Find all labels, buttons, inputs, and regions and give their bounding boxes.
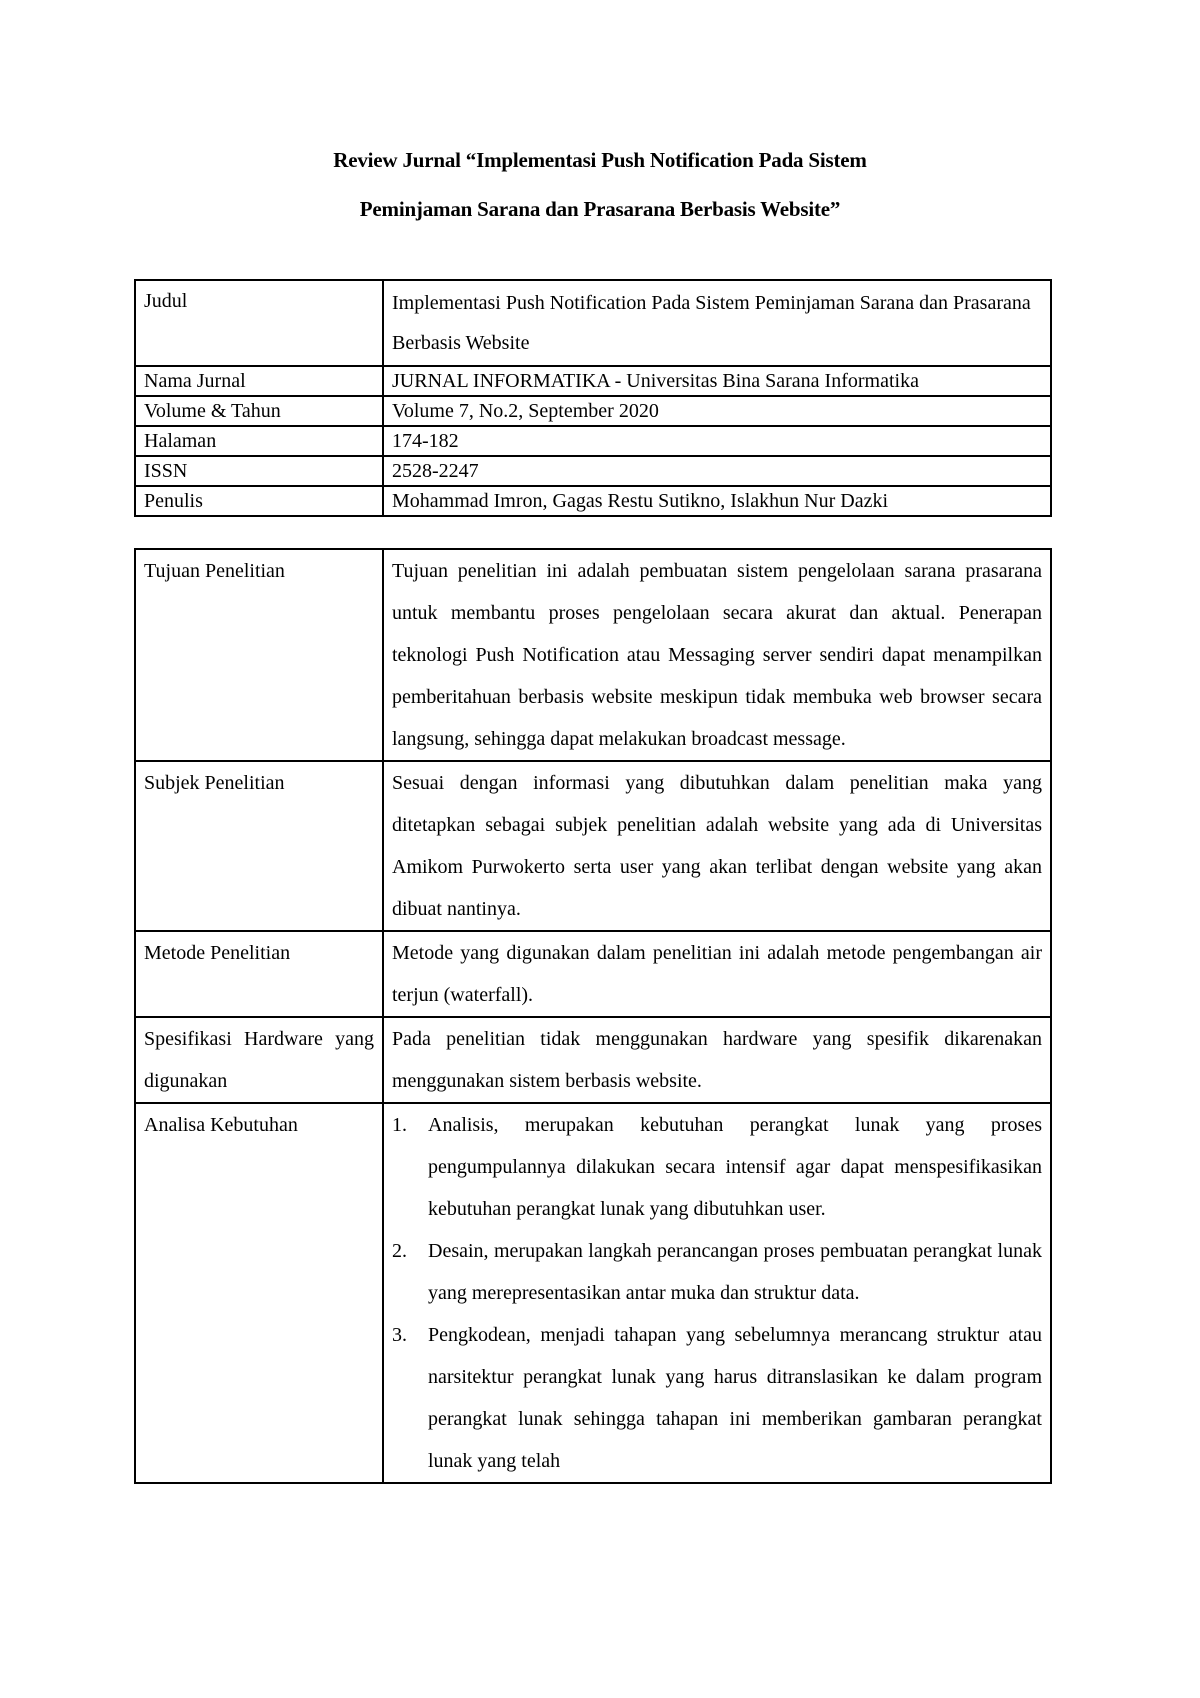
info-value-nama-jurnal: JURNAL INFORMATIKA - Universitas Bina Sarana Informatika	[383, 366, 1051, 396]
info-label-judul: Judul	[135, 280, 383, 366]
review-label-tujuan: Tujuan Penelitian	[135, 549, 383, 761]
review-value-tujuan: Tujuan penelitian ini adalah pembuatan sistem pengelolaan sarana prasarana untuk membantu proses pengelolaan secara akurat dan aktual. Penerapan teknologi Push Notification atau Messaging server sendiri dapat menampilkan pemberitahuan berbasis website meskipun tidak membuka web browser secara langsung, sehingga dapat melakukan broadcast message.	[383, 549, 1051, 761]
info-label-penulis: Penulis	[135, 486, 383, 516]
review-label-metode: Metode Penelitian	[135, 931, 383, 1017]
info-label-issn: ISSN	[135, 456, 383, 486]
table-row	[135, 486, 1051, 516]
analisa-list	[392, 1104, 1042, 1482]
review-value-analisa	[383, 1103, 1051, 1483]
info-value-issn: 2528-2247	[383, 456, 1051, 486]
info-label-nama-jurnal: Nama Jurnal	[135, 366, 383, 396]
journal-info-table	[134, 279, 1052, 517]
review-label-analisa: Analisa Kebutuhan	[135, 1103, 383, 1483]
table-row	[135, 1017, 1051, 1103]
info-value-penulis: Mohammad Imron, Gagas Restu Sutikno, Islakhun Nur Dazki	[383, 486, 1051, 516]
review-label-subjek: Subjek Penelitian	[135, 761, 383, 931]
document-title-line2: Peminjaman Sarana dan Prasarana Berbasis Website”	[359, 197, 841, 221]
review-value-subjek: Sesuai dengan informasi yang dibutuhkan dalam penelitian maka yang ditetapkan sebagai subjek penelitian adalah website yang ada di Universitas Amikom Purwokerto serta user yang akan terlibat dengan website yang akan dibuat nantinya.	[383, 761, 1051, 931]
table-row	[135, 761, 1051, 931]
review-table	[134, 548, 1052, 1484]
info-value-halaman: 174-182	[383, 426, 1051, 456]
document-title-line1: Review Jurnal “Implementasi Push Notification Pada Sistem	[333, 148, 867, 172]
table-row	[135, 396, 1051, 426]
table-row	[135, 280, 1051, 366]
info-label-halaman: Halaman	[135, 426, 383, 456]
review-value-metode: Metode yang digunakan dalam penelitian ini adalah metode pengembangan air terjun (waterfall).	[383, 931, 1051, 1017]
review-value-hardware: Pada penelitian tidak menggunakan hardware yang spesifik dikarenakan menggunakan sistem berbasis website.	[383, 1017, 1051, 1103]
info-label-volume-tahun: Volume & Tahun	[135, 396, 383, 426]
table-row	[135, 549, 1051, 761]
table-row	[135, 366, 1051, 396]
info-value-volume-tahun: Volume 7, No.2, September 2020	[383, 396, 1051, 426]
info-value-judul: Implementasi Push Notification Pada Sistem Peminjaman Sarana dan Prasarana Berbasis Website	[383, 280, 1051, 366]
table-row	[135, 931, 1051, 1017]
list-item: Analisis, merupakan kebutuhan perangkat lunak yang proses pengumpulannya dilakukan secara intensif agar dapat menspesifikasikan kebutuhan perangkat lunak yang dibutuhkan user.	[428, 1114, 1042, 1220]
table-row	[135, 1103, 1051, 1483]
list-item: Desain, merupakan langkah perancangan proses pembuatan perangkat lunak yang merepresentasikan antar muka dan struktur data.	[428, 1240, 1042, 1304]
list-item: Pengkodean, menjadi tahapan yang sebelumnya merancang struktur atau narsitektur perangkat lunak yang harus ditranslasikan ke dalam program perangkat lunak sehingga tahapan ini memberikan gambaran perangkat lunak yang telah	[428, 1324, 1042, 1472]
review-label-hardware: Spesifikasi Hardware yang digunakan	[135, 1017, 383, 1103]
table-row	[135, 456, 1051, 486]
table-row	[135, 426, 1051, 456]
